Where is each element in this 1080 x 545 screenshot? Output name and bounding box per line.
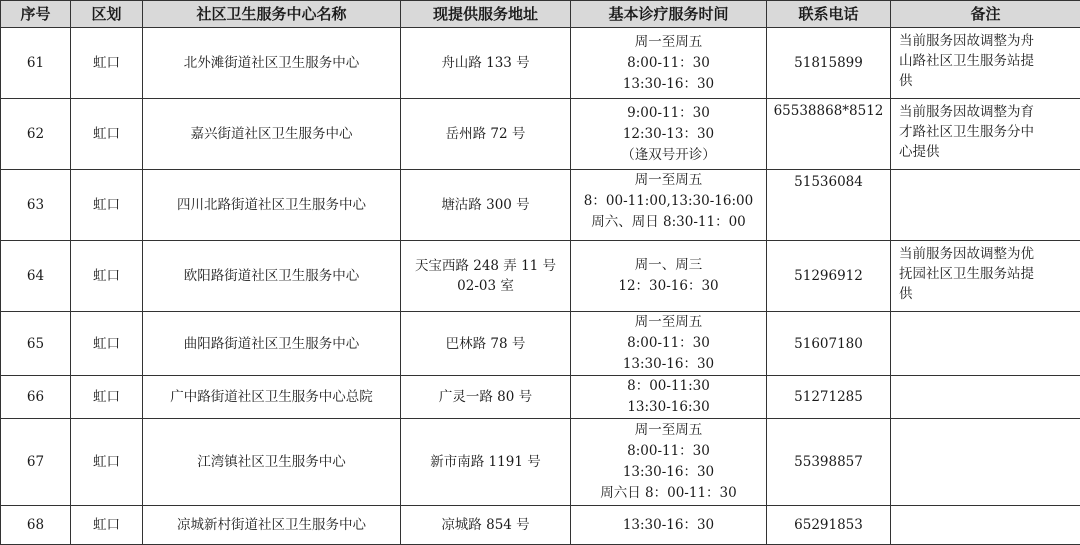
row-district: 虹口 xyxy=(71,28,143,99)
header-phone: 联系电话 xyxy=(767,1,891,28)
row-address xyxy=(401,376,571,419)
row-address xyxy=(401,99,571,170)
row-note xyxy=(891,506,1080,545)
row-note xyxy=(891,99,1080,170)
row-service-hours xyxy=(571,241,767,312)
hours-line: 8:00-11：30 xyxy=(575,53,762,74)
address-line: 凉城路 854 号 xyxy=(405,515,566,535)
hours-line: 13:30-16：30 xyxy=(575,462,762,483)
row-service-hours xyxy=(571,506,767,545)
row-note xyxy=(891,376,1080,419)
header-address: 现提供服务地址 xyxy=(401,1,571,28)
row-note xyxy=(891,419,1080,506)
row-service-hours xyxy=(571,99,767,170)
row-note xyxy=(891,170,1080,241)
address-line: 广灵一路 80 号 xyxy=(405,387,566,407)
row-service-hours xyxy=(571,419,767,506)
header-hours: 基本诊疗服务时间 xyxy=(571,1,767,28)
row-address xyxy=(401,28,571,99)
address-line: 塘沽路 300 号 xyxy=(405,195,566,215)
table-body xyxy=(1,28,1080,545)
table-row xyxy=(1,170,1080,241)
hours-line: 12：30-16：30 xyxy=(575,276,762,297)
header-row xyxy=(1,1,1080,28)
row-address xyxy=(401,419,571,506)
note-line: 供 xyxy=(899,284,1074,304)
row-phone: 51271285 xyxy=(767,376,891,419)
row-phone: 51815899 xyxy=(767,28,891,99)
hours-line: 8：00-11:30 xyxy=(575,376,762,397)
table-row xyxy=(1,241,1080,312)
header-note: 备注 xyxy=(891,1,1080,28)
table-row xyxy=(1,312,1080,376)
hours-line: 13:30-16：30 xyxy=(575,515,762,536)
hours-line: 13:30-16：30 xyxy=(575,354,762,375)
row-center-name: 江湾镇社区卫生服务中心 xyxy=(143,419,401,506)
table-row xyxy=(1,99,1080,170)
row-service-hours xyxy=(571,312,767,376)
row-district: 虹口 xyxy=(71,376,143,419)
table-row xyxy=(1,506,1080,545)
row-phone: 51536084 xyxy=(767,170,891,241)
row-note xyxy=(891,312,1080,376)
row-phone: 65291853 xyxy=(767,506,891,545)
note-line: 心提供 xyxy=(899,142,1074,162)
row-district: 虹口 xyxy=(71,419,143,506)
row-center-name: 广中路街道社区卫生服务中心总院 xyxy=(143,376,401,419)
row-note xyxy=(891,28,1080,99)
row-service-hours xyxy=(571,28,767,99)
header-center: 社区卫生服务中心名称 xyxy=(143,1,401,28)
row-address xyxy=(401,241,571,312)
header-seq: 序号 xyxy=(1,1,71,28)
hours-line: 周一至周五 xyxy=(575,312,762,333)
hours-line: 8:00-11：30 xyxy=(575,333,762,354)
hours-line: 13:30-16:30 xyxy=(575,397,762,418)
row-service-hours xyxy=(571,170,767,241)
row-center-name: 四川北路街道社区卫生服务中心 xyxy=(143,170,401,241)
row-phone: 51607180 xyxy=(767,312,891,376)
address-line: 02-03 室 xyxy=(405,276,566,296)
row-service-hours xyxy=(571,376,767,419)
row-address xyxy=(401,506,571,545)
hours-line: 周一、周三 xyxy=(575,255,762,276)
row-phone: 65538868*8512 xyxy=(767,99,891,170)
note-line: 当前服务因故调整为育 xyxy=(899,102,1074,122)
hours-line: 9:00-11：30 xyxy=(575,103,762,124)
hours-line: 周一至周五 xyxy=(575,170,762,191)
table-row xyxy=(1,28,1080,99)
row-phone: 51296912 xyxy=(767,241,891,312)
row-seq: 64 xyxy=(1,241,71,312)
header-district: 区划 xyxy=(71,1,143,28)
row-center-name: 曲阳路街道社区卫生服务中心 xyxy=(143,312,401,376)
row-district: 虹口 xyxy=(71,312,143,376)
address-line: 巴林路 78 号 xyxy=(405,334,566,354)
row-seq: 67 xyxy=(1,419,71,506)
table-row xyxy=(1,419,1080,506)
hours-line: 周六日 8：00-11：30 xyxy=(575,483,762,504)
row-district: 虹口 xyxy=(71,241,143,312)
address-line: 天宝西路 248 弄 11 号 xyxy=(405,256,566,276)
row-phone: 55398857 xyxy=(767,419,891,506)
note-line: 供 xyxy=(899,71,1074,91)
hours-line: 8：00-11:00,13:30-16:00 xyxy=(575,191,762,212)
row-address xyxy=(401,312,571,376)
note-line: 当前服务因故调整为优 xyxy=(899,244,1074,264)
hours-line: 周六、周日 8:30-11：00 xyxy=(575,212,762,233)
note-line: 才路社区卫生服务分中 xyxy=(899,122,1074,142)
row-district: 虹口 xyxy=(71,99,143,170)
row-seq: 62 xyxy=(1,99,71,170)
hours-line: 周一至周五 xyxy=(575,32,762,53)
hours-line: 8:00-11：30 xyxy=(575,441,762,462)
note-line: 当前服务因故调整为舟 xyxy=(899,31,1074,51)
hours-line: 13:30-16：30 xyxy=(575,74,762,95)
address-line: 新市南路 1191 号 xyxy=(405,452,566,472)
row-center-name: 嘉兴街道社区卫生服务中心 xyxy=(143,99,401,170)
row-seq: 66 xyxy=(1,376,71,419)
hours-line: 12:30-13：30 xyxy=(575,124,762,145)
hours-line: （逢双号开诊） xyxy=(575,145,762,166)
address-line: 舟山路 133 号 xyxy=(405,53,566,73)
row-center-name: 凉城新村街道社区卫生服务中心 xyxy=(143,506,401,545)
row-center-name: 北外滩街道社区卫生服务中心 xyxy=(143,28,401,99)
row-district: 虹口 xyxy=(71,170,143,241)
row-seq: 65 xyxy=(1,312,71,376)
row-seq: 68 xyxy=(1,506,71,545)
row-address xyxy=(401,170,571,241)
row-district: 虹口 xyxy=(71,506,143,545)
hours-line: 周一至周五 xyxy=(575,420,762,441)
row-center-name: 欧阳路街道社区卫生服务中心 xyxy=(143,241,401,312)
row-note xyxy=(891,241,1080,312)
table-row xyxy=(1,376,1080,419)
address-line: 岳州路 72 号 xyxy=(405,124,566,144)
note-line: 抚园社区卫生服务站提 xyxy=(899,264,1074,284)
note-line: 山路社区卫生服务站提 xyxy=(899,51,1074,71)
row-seq: 63 xyxy=(1,170,71,241)
row-seq: 61 xyxy=(1,28,71,99)
